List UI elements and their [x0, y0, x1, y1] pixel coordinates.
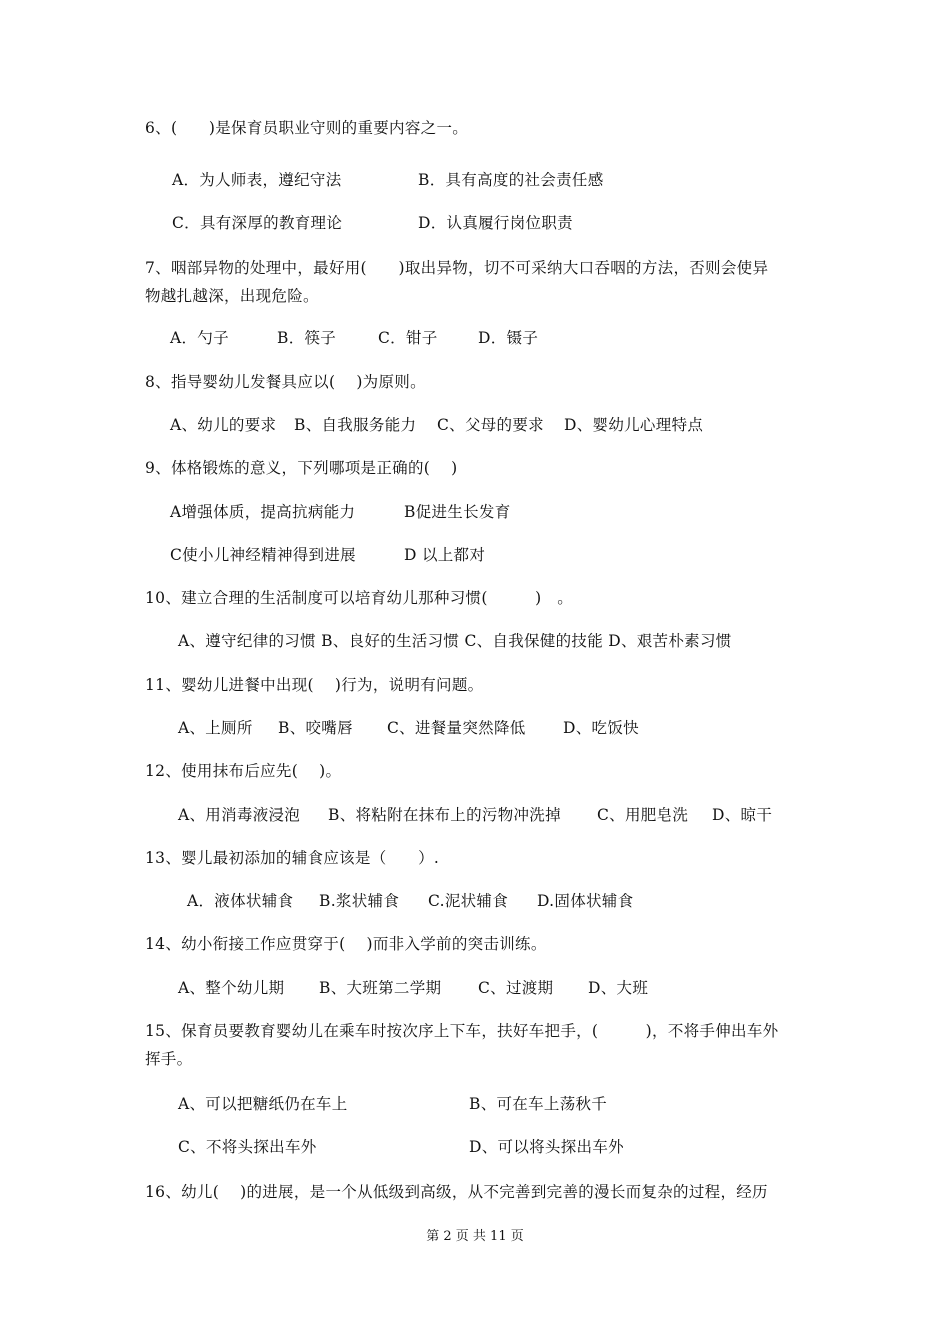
question-11-option: B、咬嘴唇 [278, 719, 353, 737]
question-8-text: 8、指导婴幼儿发餐具应以( )为原则。 [145, 373, 426, 391]
page-footer: 第 2 页 共 11 页 [426, 1229, 524, 1244]
question-13-option: D.固体状辅食 [537, 892, 634, 910]
question-13-option: B.浆状辅食 [319, 892, 400, 910]
question-8-option: B、自我服务能力 [294, 416, 417, 434]
question-7-option: A．勺子 [170, 329, 229, 347]
question-15-option: C、不将头探出车外 [178, 1138, 317, 1156]
question-7-text: 7、咽部异物的处理中，最好用( )取出异物，切不可采纳大口吞咽的方法，否则会使异 [145, 259, 769, 277]
question-8-option: C、父母的要求 [437, 416, 544, 434]
question-11-text: 11、婴幼儿进餐中出现( )行为，说明有问题。 [145, 676, 484, 694]
question-9-option: D 以上都对 [404, 546, 486, 564]
question-7-option: D．镊子 [478, 329, 539, 347]
question-6-option: C．具有深厚的教育理论 [172, 214, 343, 232]
question-12-option: A、用消毒液浸泡 [178, 806, 301, 824]
question-13-text: 13、婴儿最初添加的辅食应该是（ ）. [145, 849, 440, 867]
question-15-text: 15、保育员要教育婴幼儿在乘车时按次序上下车，扶好车把手，( )，不将手伸出车外 [145, 1022, 779, 1040]
question-7-option: C．钳子 [378, 329, 438, 347]
question-13-option: A．液体状辅食 [187, 892, 294, 910]
question-9-text: 9、体格锻炼的意义，下列哪项是正确的( ) [145, 459, 458, 477]
question-9-option: C使小儿神经精神得到进展 [170, 546, 356, 564]
question-10-text: 10、建立合理的生活制度可以培育幼儿那种习惯( ) 。 [145, 589, 574, 607]
question-6-option: B．具有高度的社会责任感 [418, 171, 604, 189]
question-7-option: B．筷子 [277, 329, 337, 347]
question-6-option: D．认真履行岗位职责 [418, 214, 573, 232]
question-14-option: D、大班 [588, 979, 649, 997]
question-8-option: D、婴幼儿心理特点 [564, 416, 704, 434]
question-7-text: 物越扎越深，出现危险。 [145, 287, 319, 305]
question-11-option: A、上厕所 [178, 719, 253, 737]
question-14-option: B、大班第二学期 [319, 979, 442, 997]
question-9-option: B促进生长发育 [404, 503, 511, 521]
question-15-text: 挥手。 [145, 1050, 193, 1068]
question-16-text: 16、幼儿( )的进展，是一个从低级到高级，从不完善到完善的漫长而复杂的过程，经历 [145, 1183, 768, 1201]
question-8-option: A、幼儿的要求 [170, 416, 277, 434]
question-13-option: C.泥状辅食 [428, 892, 509, 910]
question-12-option: B、将粘附在抹布上的污物冲洗掉 [328, 806, 561, 824]
question-6-text: 6、( )是保育员职业守则的重要内容之一。 [145, 119, 469, 137]
question-11-option: D、吃饭快 [563, 719, 639, 737]
question-15-option: A、可以把糖纸仍在车上 [178, 1095, 348, 1113]
question-12-option: D、晾干 [712, 806, 773, 824]
question-10-option: A、遵守纪律的习惯 B、良好的生活习惯 C、自我保健的技能 D、艰苦朴素习惯 [178, 632, 732, 650]
question-12-text: 12、使用抹布后应先( )。 [145, 762, 342, 780]
question-6-option: A．为人师表，遵纪守法 [172, 171, 342, 189]
question-11-option: C、进餐量突然降低 [387, 719, 526, 737]
question-14-option: A、整个幼儿期 [178, 979, 285, 997]
question-15-option: D、可以将头探出车外 [469, 1138, 624, 1156]
question-14-text: 14、幼小衔接工作应贯穿于( )而非入学前的突击训练。 [145, 935, 547, 953]
question-14-option: C、过渡期 [478, 979, 554, 997]
question-15-option: B、可在车上荡秋千 [469, 1095, 608, 1113]
question-9-option: A增强体质，提高抗病能力 [170, 503, 356, 521]
question-12-option: C、用肥皂洗 [597, 806, 689, 824]
